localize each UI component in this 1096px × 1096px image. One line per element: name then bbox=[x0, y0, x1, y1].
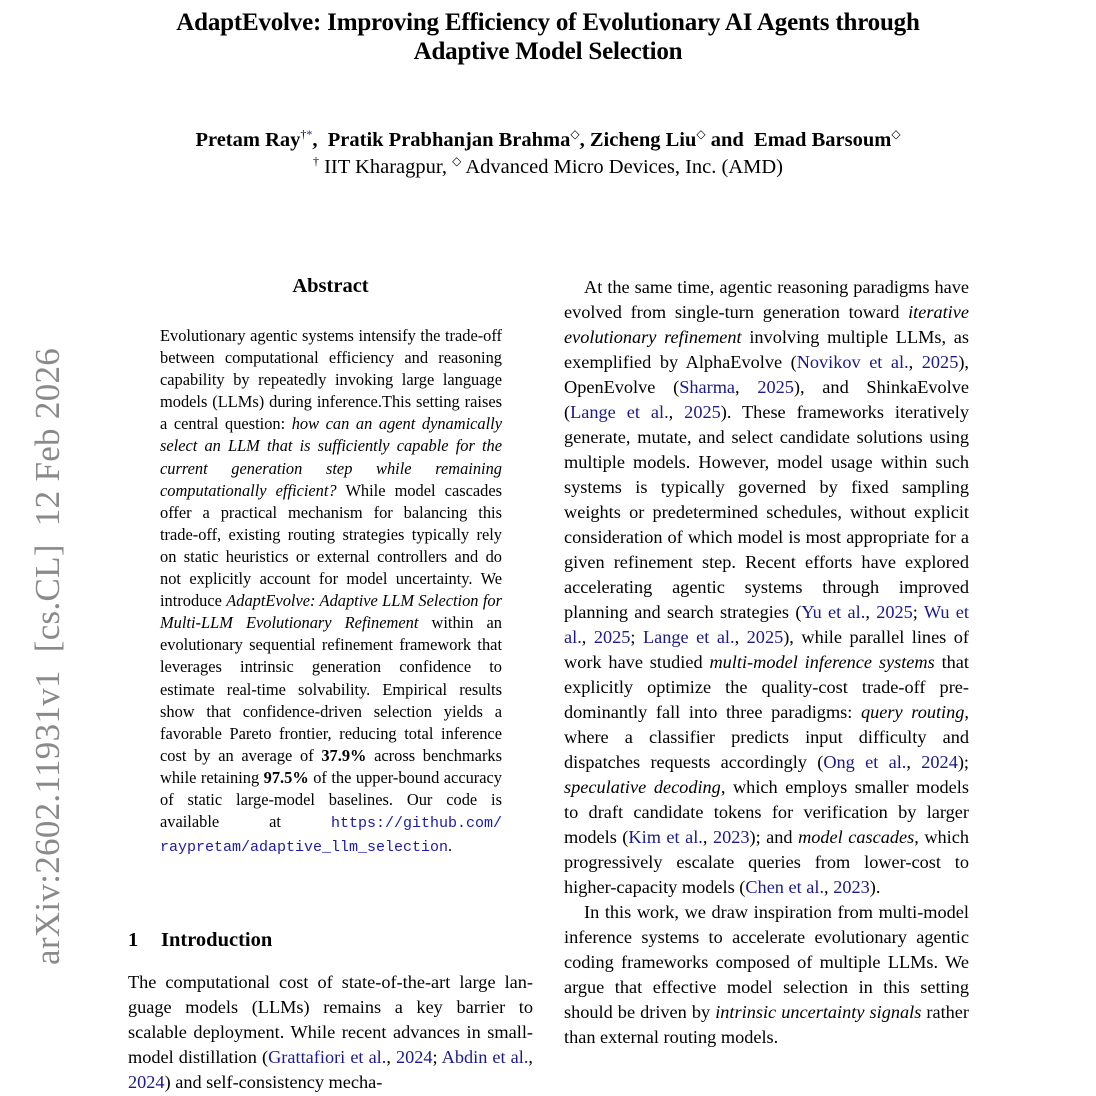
citation-year-link[interactable]: 2025 bbox=[757, 377, 794, 397]
citation-year-link[interactable]: 2023 bbox=[712, 827, 750, 847]
citation-year-link[interactable]: 2024 bbox=[128, 1072, 165, 1092]
arxiv-category: [cs.CL] bbox=[28, 544, 67, 653]
title-line-1: AdaptEvolve: Improving Efficiency of Evolutionary AI Agents through bbox=[176, 9, 920, 36]
citation-link[interactable]: Chen et al. bbox=[745, 877, 825, 897]
citation-link[interactable]: Wu et al. bbox=[564, 602, 969, 647]
citation-link[interactable]: Kim et al. bbox=[628, 827, 703, 847]
arxiv-watermark bbox=[28, 348, 68, 965]
intro-left-column bbox=[128, 970, 533, 1095]
citation-link[interactable]: Lange et al. bbox=[570, 402, 669, 422]
author-mark: ◇ bbox=[570, 127, 580, 141]
section-number: 1 bbox=[128, 929, 139, 951]
intro-right-column bbox=[564, 275, 969, 1050]
citation-year-link[interactable]: 2025 bbox=[876, 602, 913, 622]
method-name: AdaptEvolve: Adaptive LLM Selection for Multi-LLM Evolutionary Refinement bbox=[160, 591, 502, 633]
citation-year-link[interactable]: 2025 bbox=[746, 627, 784, 647]
paper-title bbox=[0, 8, 1096, 66]
author-name: Pratik Prabhanjan Brahma bbox=[327, 129, 571, 151]
citation-year-link[interactable]: 2024 bbox=[921, 752, 958, 772]
citation-year-link[interactable]: 2025 bbox=[684, 402, 721, 422]
title-line-2: Adaptive Model Selection bbox=[413, 38, 683, 65]
author-name: Emad Barsoum bbox=[754, 129, 892, 151]
affiliation-iit: IIT Kharagpur, bbox=[324, 156, 447, 178]
intro-paragraph-3: In this work, we draw inspiration from multi-model inference systems to accelerate evolutionary agentic coding frameworks composed of multiple LLMs. We argue that effective model selection in this setting should be driven by intrinsic uncertainty signals rather than external routing models. bbox=[564, 902, 969, 1047]
citation-year-link[interactable]: 2023 bbox=[833, 877, 870, 897]
accuracy-retained-value: 97.5% bbox=[263, 767, 309, 787]
affiliation-mark: ◇ bbox=[452, 154, 462, 168]
arxiv-date: 12 Feb 2026 bbox=[28, 347, 67, 527]
section-heading-introduction bbox=[128, 927, 272, 953]
affiliations bbox=[0, 148, 1096, 180]
arxiv-id: arXiv:2602.11931v1 bbox=[28, 670, 67, 965]
author-list: Pretam Ray†*, Pratik Prabhanjan Brahma◇, Zicheng Liu◇ and Emad Barsoum◇ bbox=[195, 127, 901, 151]
intro-paragraph-1: The computational cost of state-of-the-art large language models (LLMs) remains a key barrier to scalable deployment. While recent advances in small-model distillation (Grattafiori et al., 2024; Abdin et al., 2024) and self-consistency mecha- bbox=[128, 972, 533, 1092]
citation-year-link[interactable]: 2024 bbox=[395, 1047, 433, 1067]
abstract-body: Evolutionary agentic systems intensify the trade-off between computational efficiency and reasoning capability by repeatedly invoking large language models (LLMs) during inference.This setting raises a central question: how can an agent dynamically select an LLM that is sufficiently capable for the current generation step while remaining computationally efficient? While model cascades offer a practical mechanism for balancing this trade-off, existing routing strategies typically rely on static heuristics or external controllers and do not explicitly account for model uncertainty. We introduce AdaptEvolve: Adaptive LLM Selection for Multi-LLM Evolutionary Refinement within an evolutionary sequential refinement framework that leverages intrinsic generation confidence to estimate real-time solvability. Empirical results show that confidence-driven selection yields a favorable Pareto frontier, reducing total inference cost by an average of 37.9% across benchmarks while retaining 97.5% of the upper-bound accuracy of static large-model baselines. Our code is available at https://github.com/ raypretam/adaptive_llm_selection. bbox=[160, 326, 503, 857]
author-name: Pretam Ray bbox=[195, 129, 301, 151]
author-name: Zicheng Liu bbox=[589, 129, 697, 151]
citation-link[interactable]: Lange et al. bbox=[642, 627, 735, 647]
citation-link[interactable]: Abdin et al. bbox=[441, 1047, 529, 1067]
corresponding-author-mark[interactable]: * bbox=[306, 127, 313, 141]
citation-link[interactable]: Yu et al. bbox=[801, 602, 866, 622]
cost-reduction-value: 37.9% bbox=[321, 745, 367, 765]
citation-year-link[interactable]: 2025 bbox=[593, 627, 631, 647]
author-mark: ◇ bbox=[696, 127, 706, 141]
author-mark: † bbox=[300, 127, 307, 141]
affiliation-mark: † bbox=[312, 154, 319, 168]
abstract-heading: Abstract bbox=[292, 275, 369, 297]
section-title: Introduction bbox=[161, 929, 273, 951]
intro-paragraph-2: At the same time, agentic reasoning paradigms have evolved from single-turn generation toward iterative evolutionary refinement involving multiple LLMs, as exemplified by AlphaEvolve (Novikov et al., 2025), OpenEvolve (Sharma, 2025), and ShinkaEvolve (Lange et al., 2025). These frameworks iteratively generate, mutate, and select candidate solutions using multiple models. However, model usage within such systems is typically governed by fixed sampling weights or predetermined schedules, without explicit consideration of which model is most appropriate for a given refinement step. Recent efforts have explored accelerating agentic systems through improved planning and search strategies (Yu et al., 2025; Wu et al., 2025; Lange et al., 2025), while parallel lines of work have studied multi-model inference systems that explicitly optimize the quality-cost trade-off predominantly fall into three paradigms: query routing, where a classifier predicts input difficulty and dispatches requests accordingly (Ong et al., 2024); speculative decoding, which employs smaller models to draft candidate tokens for verification by larger models (Kim et al., 2023); and model cascades, which progressively escalate queries from lower-cost to higher-capacity models (Chen et al., 2023). bbox=[564, 277, 970, 897]
author-mark: ◇ bbox=[891, 127, 901, 141]
citation-year-link[interactable]: 2025 bbox=[921, 352, 959, 372]
citation-link[interactable]: Grattafiori et al. bbox=[268, 1047, 387, 1067]
code-link[interactable]: https://github.com/ raypretam/adaptive_llm_selection bbox=[160, 815, 502, 857]
citation-link[interactable]: Novikov et al. bbox=[796, 352, 909, 372]
citation-link[interactable]: Ong et al. bbox=[823, 752, 907, 772]
research-question: how can an agent dynamically select an LLM that is sufficiently capable for the current generation step while remaining computationally efficient? bbox=[160, 414, 502, 500]
affiliation-amd: Advanced Micro Devices, Inc. (AMD) bbox=[465, 156, 783, 178]
citation-link[interactable]: Sharma bbox=[679, 377, 736, 397]
author-and: and bbox=[710, 129, 744, 151]
